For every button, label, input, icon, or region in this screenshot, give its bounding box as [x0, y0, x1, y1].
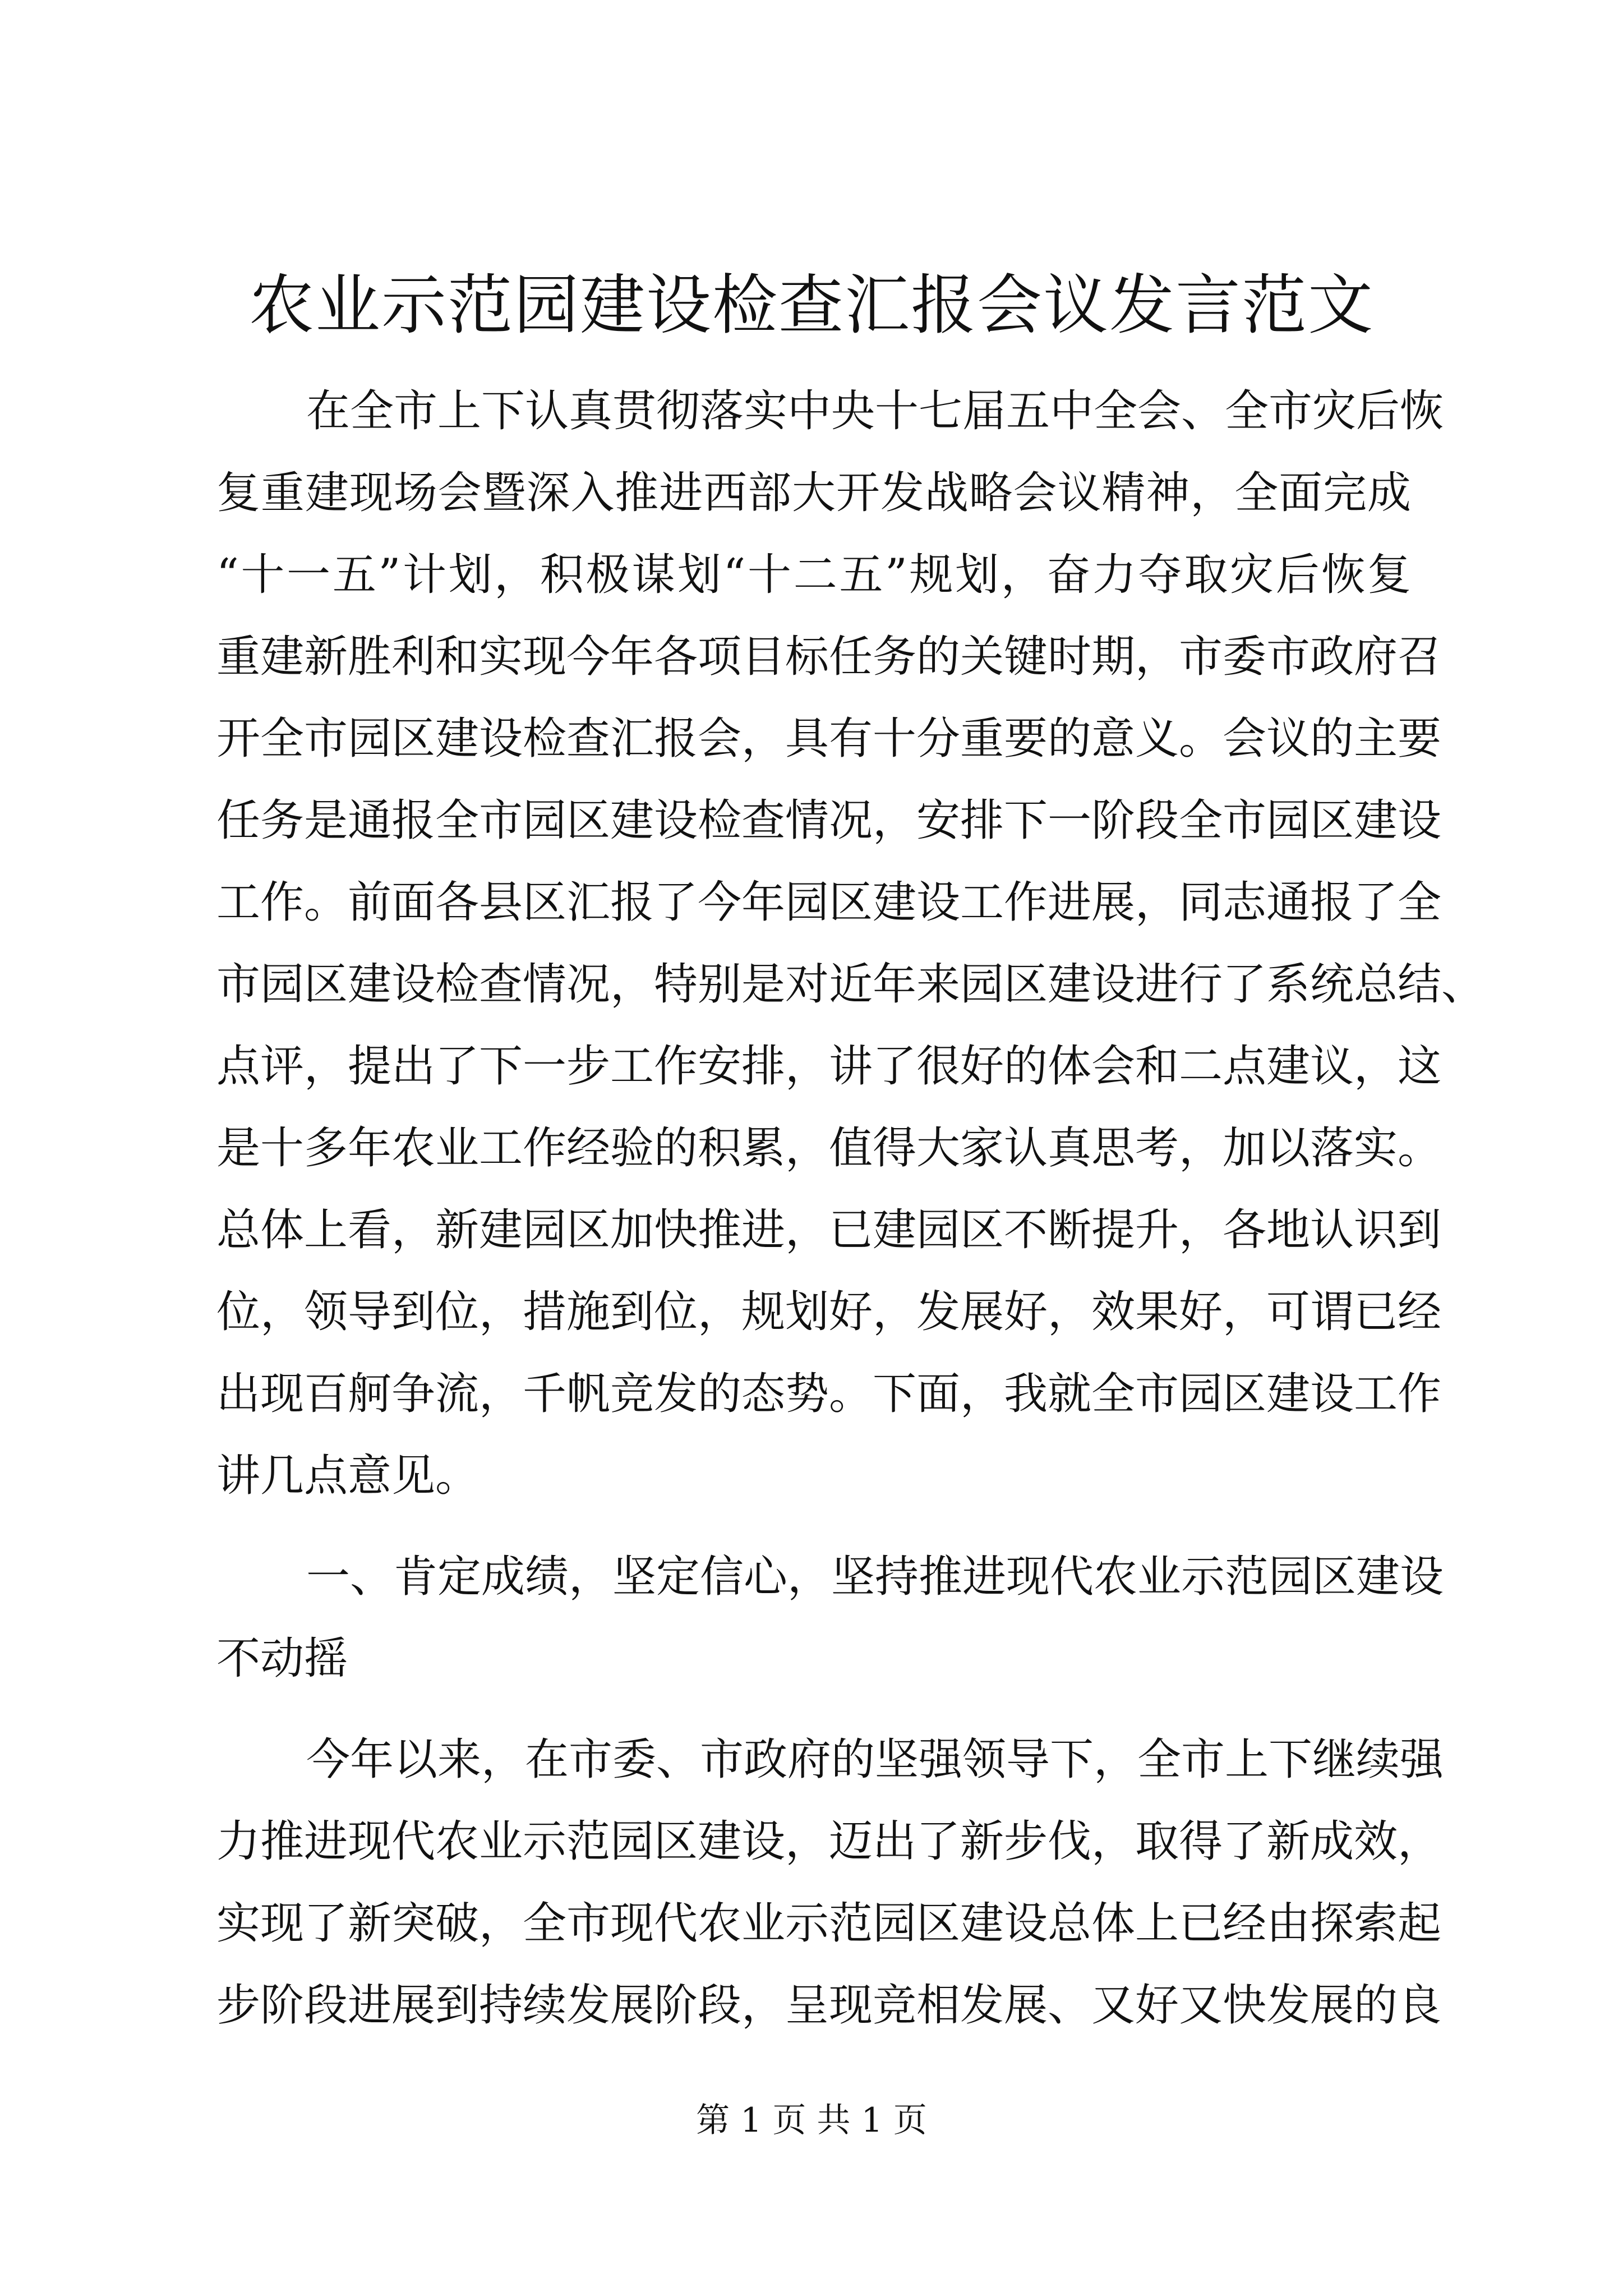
text-line: 在全市上下认真贯彻落实中央十七届五中全会、全市灾后恢	[306, 386, 1444, 436]
text-line: 讲几点意见。	[216, 1451, 479, 1501]
paragraph-intro	[216, 370, 1486, 1517]
text-line: 不动摇	[216, 1634, 348, 1684]
text-line: 市园区建设检查情况，特别是对近年来园区建设进行了系统总结、	[216, 959, 1486, 1010]
text-line: 实现了新突破，全市现代农业示范园区建设总体上已经由探索起	[216, 1898, 1442, 1949]
text-line: 一、肯定成绩，坚定信心，坚持推进现代农业示范园区建设	[306, 1552, 1444, 1602]
text-line: 任务是通报全市园区建设检查情况，安排下一阶段全市园区建设	[216, 795, 1442, 846]
text-line: 今年以来，在市委、市政府的坚强领导下，全市上下继续强	[306, 1734, 1444, 1785]
text-line: 力推进现代农业示范园区建设，迈出了新步伐，取得了新成效，	[216, 1816, 1442, 1867]
text-line: 工作。前面各县区汇报了今年园区建设工作进展，同志通报了全	[216, 877, 1442, 928]
text-line: 位，领导到位，措施到位，规划好，发展好，效果好，可谓已经	[216, 1287, 1442, 1337]
section-heading-one	[216, 1536, 1444, 1700]
text-line: 点评，提出了下一步工作安排，讲了很好的体会和二点建议，这	[216, 1041, 1442, 1092]
text-line: 总体上看，新建园区加快推进，已建园区不断提升，各地认识到	[216, 1205, 1442, 1255]
document-title: 农业示范园建设检查汇报会议发言范文	[249, 268, 1374, 343]
text-line: 开全市园区建设检查汇报会，具有十分重要的意义。会议的主要	[216, 714, 1442, 764]
text-line: 步阶段进展到持续发展阶段，呈现竞相发展、又好又快发展的良	[216, 1980, 1442, 2031]
text-line: 出现百舸争流，千帆竞发的态势。下面，我就全市园区建设工作	[216, 1369, 1442, 1419]
text-line: 重建新胜利和实现今年各项目标任务的关键时期，市委市政府召	[216, 632, 1442, 682]
text-line: “十一五”计划，积极谋划“十二五”规划，奋力夺取灾后恢复	[216, 550, 1411, 600]
paragraph-achievements	[216, 1719, 1444, 2046]
page-footer: 第 1 页 共 1 页	[696, 2101, 927, 2140]
text-line: 复重建现场会暨深入推进西部大开发战略会议精神，全面完成	[216, 468, 1411, 518]
text-line: 是十多年农业工作经验的积累，值得大家认真思考，加以落实。	[216, 1123, 1442, 1174]
document-body	[216, 370, 1486, 2046]
